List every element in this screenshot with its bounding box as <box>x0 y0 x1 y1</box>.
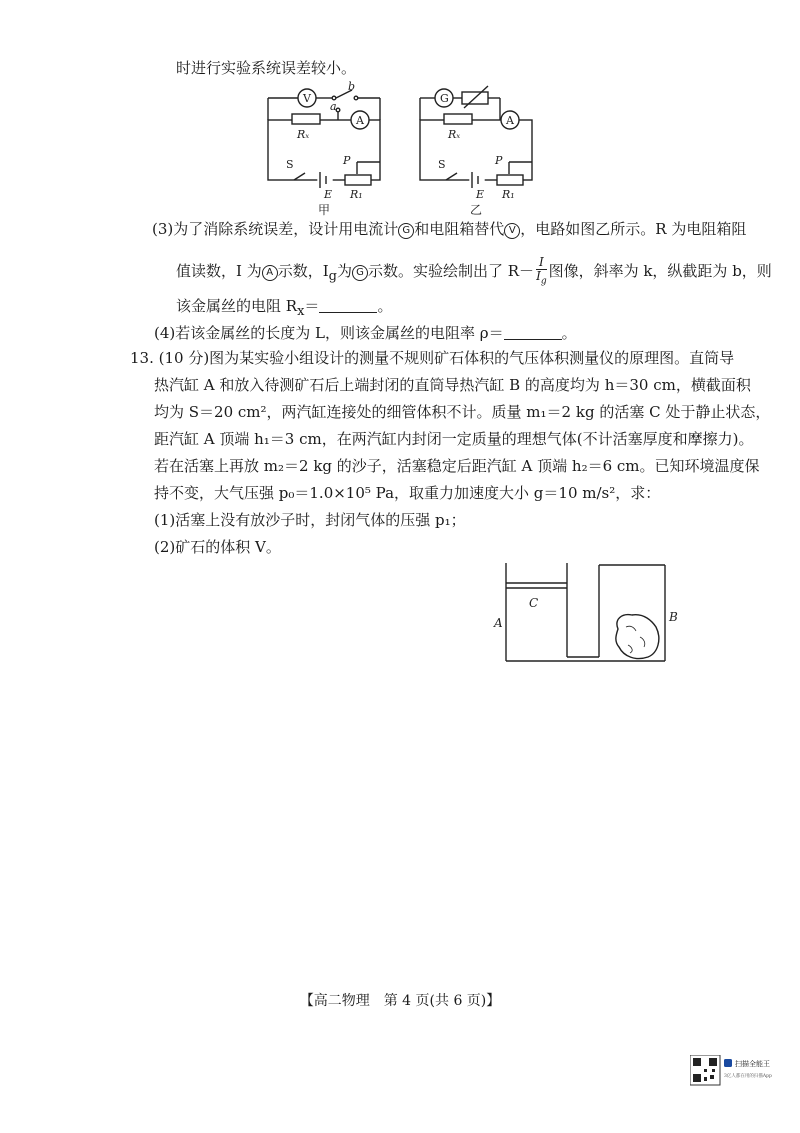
q13-line-5: 若在活塞上再放 m₂＝2 kg 的沙子，活塞稳定后距汽缸 A 顶端 h₂＝6 cm。已知环境温度保 <box>154 457 760 475</box>
switch-a-label: a <box>330 100 337 113</box>
cylinder-a-label: A <box>494 616 503 630</box>
q13-line-3: 均为 S＝20 cm²，两汽缸连接处的细管体积不计。质量 m₁＝2 kg 的活塞 C 处于静止状态， <box>154 403 771 421</box>
q13-line-1: 13. (10 分)图为某实验小组设计的测量不规则矿石体积的气压体积测量仪的原理图。直筒导 <box>130 349 735 367</box>
qr-sub: 3亿人都在用的扫描App <box>724 1074 772 1079</box>
switch-b-label: b <box>348 80 356 93</box>
q13-line-4: 距汽缸 A 顶端 h₁＝3 cm，在两汽缸内封闭一定质量的理想气体(不计活塞厚度和摩擦力)。 <box>154 430 754 448</box>
page-footer: 【高二物理 第 4 页(共 6 页)】 <box>299 993 501 1009</box>
ammeter-symbol: A <box>262 265 278 281</box>
qr-code-icon <box>690 1055 782 1089</box>
fraction-I-over-Ig: $\frac{I}{I_g}$ <box>536 255 547 287</box>
rx-label-right: Rₓ <box>448 128 461 141</box>
ammeter-label-left: A <box>356 114 364 127</box>
cylinder-b-label: B <box>669 610 678 624</box>
slider-p-label-left: P <box>343 154 351 167</box>
battery-e-label-right: E <box>476 188 485 201</box>
slider-p-label-right: P <box>495 154 503 167</box>
q3-line-1: (3)为了消除系统误差，设计用电流计 G 和电阻箱替代 V ，电路如图乙所示。R 为电阻箱阻 <box>152 220 747 238</box>
scanner-watermark <box>690 1055 782 1089</box>
q4-line: (4)若该金属丝的长度为 L，则该金属丝的电阻率 ρ＝ 。 <box>154 324 577 342</box>
q13-subq-1: (1)活塞上没有放沙子时，封闭气体的压强 p₁； <box>154 511 466 529</box>
text-line: 时进行实验系统误差较小。 <box>176 59 357 77</box>
q3-line-2: 值读数，I 为 A 示数，$I_g$为 G 示数。实验绘制出了 R－ $\frac{I}{I_g}$ 图像，斜率为 k，纵截距为 b，则 <box>176 255 772 287</box>
voltmeter-label: V <box>303 92 311 105</box>
ammeter-label-right: A <box>506 114 514 127</box>
galvanometer-label: G <box>440 92 449 105</box>
answer-blank-rho[interactable] <box>504 325 562 340</box>
q13-line-2: 热汽缸 A 和放入待测矿石后上端封闭的直筒导热汽缸 B 的高度均为 h＝30 cm，横截面积 <box>154 376 751 394</box>
galvanometer-symbol: G <box>352 265 368 281</box>
r1-label-right: R₁ <box>502 188 515 201</box>
piston-c-label: C <box>529 596 539 610</box>
switch-s-label-left: S <box>286 158 294 171</box>
q3-line-3: 该金属丝的电阻 $R_x=$ 。 <box>176 297 393 319</box>
caption-jia: 甲 <box>318 203 331 217</box>
qr-label: 扫描全能王 <box>735 1060 770 1068</box>
rx-label-left: Rₓ <box>297 128 310 141</box>
battery-e-label-left: E <box>324 188 333 201</box>
voltmeter-symbol: V <box>504 223 520 239</box>
q13-subq-2: (2)矿石的体积 V。 <box>154 538 281 556</box>
caption-yi: 乙 <box>470 203 483 217</box>
cylinder-diagram <box>0 555 800 675</box>
answer-blank-rx[interactable] <box>319 298 377 313</box>
r1-label-left: R₁ <box>350 188 363 201</box>
switch-s-label-right: S <box>438 158 446 171</box>
q13-line-6: 持不变，大气压强 p₀＝1.0×10⁵ Pa，取重力加速度大小 g＝10 m/s²，求： <box>154 484 661 502</box>
galvanometer-symbol: G <box>398 223 414 239</box>
